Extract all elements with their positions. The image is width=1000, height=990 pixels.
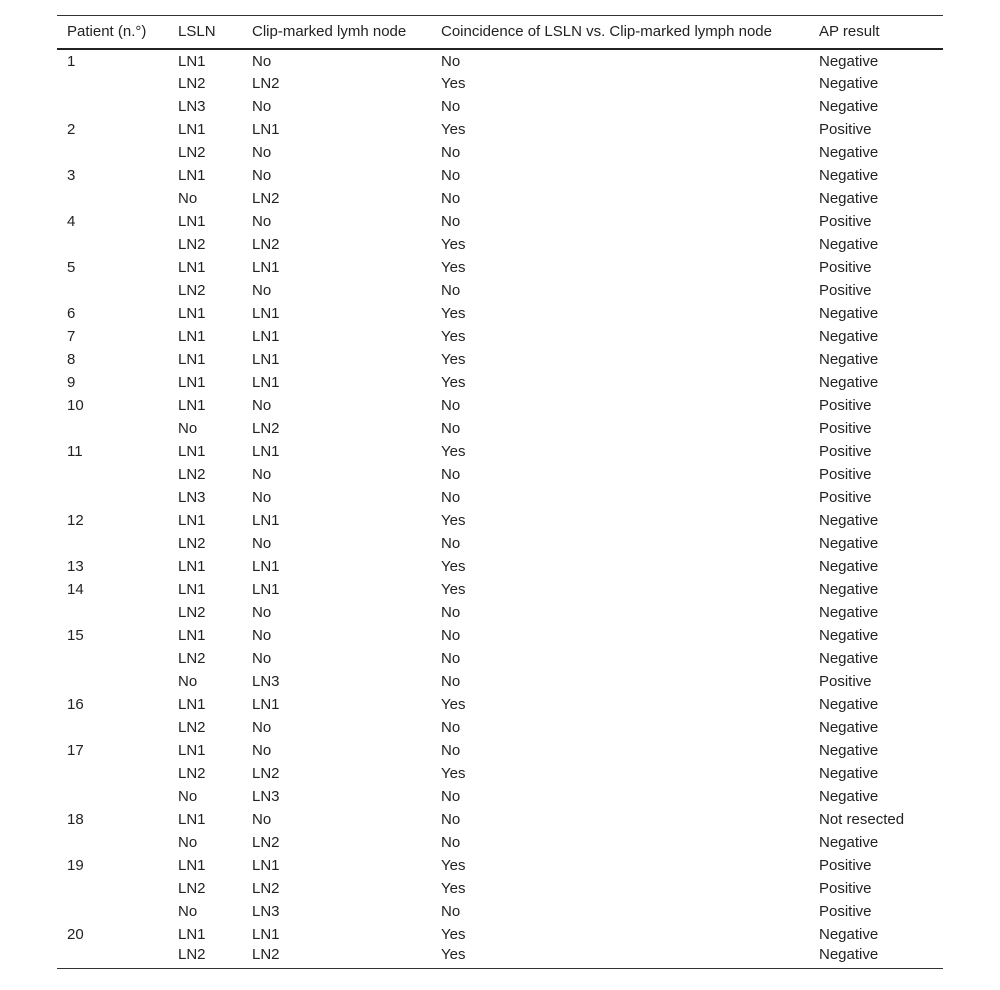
cell-lsln: No xyxy=(178,672,198,690)
cell-patient: 14 xyxy=(67,580,84,598)
table-row xyxy=(57,923,943,946)
cell-patient xyxy=(57,647,168,670)
cell-ap-result: Negative xyxy=(819,787,879,805)
cell-lsln: LN1 xyxy=(178,327,206,345)
cell-patient: 8 xyxy=(67,350,76,368)
table-row xyxy=(57,647,943,670)
table-row xyxy=(57,509,943,532)
cell-lsln: LN2 xyxy=(178,281,206,299)
cell-patient xyxy=(57,463,168,486)
table-row xyxy=(57,831,943,854)
cell-ap-result: Positive xyxy=(819,465,872,483)
table-row xyxy=(57,302,943,325)
table-row xyxy=(57,210,943,233)
cell-coincidence: No xyxy=(441,189,461,207)
data-table-container xyxy=(57,15,943,969)
cell-coincidence: No xyxy=(441,902,461,920)
cell-coincidence: Yes xyxy=(441,580,466,598)
cell-ap-result: Positive xyxy=(819,442,872,460)
cell-patient xyxy=(57,141,168,164)
cell-ap-result: Negative xyxy=(819,143,879,161)
cell-ap-result: Negative xyxy=(819,557,879,575)
cell-coincidence: No xyxy=(441,810,461,828)
cell-patient: 6 xyxy=(67,304,76,322)
table-row xyxy=(57,440,943,463)
cell-patient xyxy=(57,417,168,440)
cell-ap-result: Positive xyxy=(819,281,872,299)
cell-coincidence: No xyxy=(441,603,461,621)
table-row xyxy=(57,785,943,808)
cell-coincidence: Yes xyxy=(441,304,466,322)
cell-clip-marked-node: No xyxy=(252,488,272,506)
cell-clip-marked-node: LN1 xyxy=(252,557,280,575)
cell-lsln: LN2 xyxy=(178,603,206,621)
cell-coincidence: No xyxy=(441,488,461,506)
cell-ap-result: Positive xyxy=(819,902,872,920)
cell-clip-marked-node: LN1 xyxy=(252,856,280,874)
cell-ap-result: Negative xyxy=(819,764,879,782)
cell-clip-marked-node: LN1 xyxy=(252,511,280,529)
cell-patient: 13 xyxy=(67,557,84,575)
cell-patient xyxy=(57,601,168,624)
cell-clip-marked-node: No xyxy=(252,396,272,414)
cell-clip-marked-node: No xyxy=(252,166,272,184)
cell-ap-result: Positive xyxy=(819,488,872,506)
cell-ap-result: Negative xyxy=(819,718,879,736)
cell-coincidence: No xyxy=(441,97,461,115)
cell-coincidence: No xyxy=(441,143,461,161)
table-row xyxy=(57,279,943,302)
table-row xyxy=(57,233,943,256)
cell-ap-result: Negative xyxy=(819,327,879,345)
cell-patient xyxy=(57,486,168,509)
cell-lsln: LN3 xyxy=(178,488,206,506)
cell-coincidence: No xyxy=(441,787,461,805)
cell-coincidence: No xyxy=(441,281,461,299)
cell-lsln: No xyxy=(178,189,198,207)
cell-coincidence: No xyxy=(441,212,461,230)
cell-coincidence: Yes xyxy=(441,695,466,713)
cell-patient: 1 xyxy=(67,53,76,70)
cell-coincidence: Yes xyxy=(441,879,466,897)
table-row xyxy=(57,463,943,486)
cell-clip-marked-node: LN3 xyxy=(252,902,280,920)
cell-clip-marked-node: LN1 xyxy=(252,327,280,345)
cell-lsln: LN1 xyxy=(178,695,206,713)
cell-lsln: LN1 xyxy=(178,626,206,644)
cell-lsln: LN1 xyxy=(178,373,206,391)
cell-patient: 17 xyxy=(67,741,84,759)
cell-lsln: LN2 xyxy=(178,649,206,667)
cell-lsln: LN2 xyxy=(178,143,206,161)
cell-patient xyxy=(57,900,168,923)
table-row xyxy=(57,141,943,164)
cell-lsln: LN1 xyxy=(178,511,206,529)
cell-clip-marked-node: LN1 xyxy=(252,350,280,368)
cell-lsln: LN1 xyxy=(178,856,206,874)
cell-coincidence: No xyxy=(441,534,461,552)
header-lsln: LSLN xyxy=(168,16,242,49)
cell-coincidence: No xyxy=(441,672,461,690)
table-row xyxy=(57,877,943,900)
cell-ap-result: Negative xyxy=(819,166,879,184)
cell-ap-result: Negative xyxy=(819,304,879,322)
cell-patient: 19 xyxy=(67,856,84,874)
cell-patient xyxy=(57,762,168,785)
cell-lsln: LN2 xyxy=(178,235,206,253)
cell-ap-result: Negative xyxy=(819,235,879,253)
cell-ap-result: Negative xyxy=(819,511,879,529)
cell-lsln: LN2 xyxy=(178,74,206,92)
cell-ap-result: Positive xyxy=(819,419,872,437)
header-ap-result: AP result xyxy=(809,16,943,49)
cell-ap-result: Negative xyxy=(819,373,879,391)
cell-ap-result: Negative xyxy=(819,649,879,667)
cell-coincidence: No xyxy=(441,419,461,437)
cell-coincidence: No xyxy=(441,53,461,70)
table-row xyxy=(57,256,943,279)
cell-clip-marked-node: LN1 xyxy=(252,120,280,138)
header-patient: Patient (n.°) xyxy=(57,16,168,49)
cell-patient: 20 xyxy=(67,925,84,943)
table-row xyxy=(57,670,943,693)
table-row xyxy=(57,854,943,877)
cell-clip-marked-node: No xyxy=(252,465,272,483)
cell-ap-result: Negative xyxy=(809,946,943,969)
cell-patient xyxy=(57,877,168,900)
cell-coincidence: Yes xyxy=(441,442,466,460)
cell-patient: 5 xyxy=(67,258,76,276)
cell-lsln: LN1 xyxy=(178,580,206,598)
cell-clip-marked-node: LN1 xyxy=(252,258,280,276)
cell-clip-marked-node: LN1 xyxy=(252,304,280,322)
cell-coincidence: Yes xyxy=(441,764,466,782)
cell-coincidence: Yes xyxy=(441,925,466,943)
cell-clip-marked-node: LN2 xyxy=(252,189,280,207)
cell-clip-marked-node: LN2 xyxy=(242,946,431,969)
cell-patient xyxy=(57,95,168,118)
cell-clip-marked-node: LN1 xyxy=(252,442,280,460)
table-body xyxy=(57,49,943,969)
cell-coincidence: Yes xyxy=(441,511,466,529)
cell-patient xyxy=(57,187,168,210)
cell-clip-marked-node: LN1 xyxy=(252,695,280,713)
cell-coincidence: No xyxy=(441,649,461,667)
cell-clip-marked-node: LN2 xyxy=(252,764,280,782)
cell-clip-marked-node: No xyxy=(252,53,272,70)
cell-lsln: LN1 xyxy=(178,258,206,276)
cell-clip-marked-node: No xyxy=(252,649,272,667)
cell-clip-marked-node: No xyxy=(252,603,272,621)
cell-patient xyxy=(57,233,168,256)
cell-ap-result: Negative xyxy=(819,350,879,368)
cell-coincidence: Yes xyxy=(441,373,466,391)
cell-coincidence: Yes xyxy=(441,74,466,92)
cell-lsln: LN1 xyxy=(178,557,206,575)
cell-ap-result: Positive xyxy=(819,879,872,897)
cell-coincidence: No xyxy=(441,396,461,414)
cell-clip-marked-node: No xyxy=(252,718,272,736)
cell-patient: 15 xyxy=(67,626,84,644)
cell-ap-result: Negative xyxy=(819,603,879,621)
cell-patient: 7 xyxy=(67,327,76,345)
table-row xyxy=(57,532,943,555)
table-row xyxy=(57,348,943,371)
cell-lsln: LN2 xyxy=(178,764,206,782)
cell-coincidence: No xyxy=(441,833,461,851)
cell-ap-result: Not resected xyxy=(819,810,905,828)
cell-patient xyxy=(57,716,168,739)
cell-coincidence: Yes xyxy=(441,258,466,276)
cell-ap-result: Negative xyxy=(819,97,879,115)
cell-clip-marked-node: No xyxy=(252,810,272,828)
table-row xyxy=(57,946,943,969)
cell-coincidence: Yes xyxy=(441,350,466,368)
cell-patient: 11 xyxy=(67,442,83,460)
cell-lsln: No xyxy=(178,902,198,920)
cell-coincidence: No xyxy=(441,166,461,184)
table-row xyxy=(57,739,943,762)
cell-clip-marked-node: No xyxy=(252,534,272,552)
table-row xyxy=(57,693,943,716)
cell-lsln: LN3 xyxy=(178,97,206,115)
cell-ap-result: Positive xyxy=(819,396,872,414)
table-row xyxy=(57,808,943,831)
table-row xyxy=(57,371,943,394)
cell-clip-marked-node: LN1 xyxy=(252,373,280,391)
cell-coincidence: No xyxy=(441,465,461,483)
cell-lsln: LN2 xyxy=(178,879,206,897)
cell-clip-marked-node: No xyxy=(252,626,272,644)
table-row xyxy=(57,716,943,739)
cell-ap-result: Negative xyxy=(819,695,879,713)
cell-lsln: LN1 xyxy=(178,120,206,138)
cell-ap-result: Negative xyxy=(819,53,879,70)
cell-lsln: LN1 xyxy=(178,166,206,184)
cell-patient: 9 xyxy=(67,373,76,391)
cell-clip-marked-node: LN2 xyxy=(252,833,280,851)
cell-patient: 18 xyxy=(67,810,84,828)
cell-patient: 2 xyxy=(67,120,76,138)
cell-patient xyxy=(57,946,168,969)
cell-patient: 12 xyxy=(67,511,84,529)
cell-patient: 4 xyxy=(67,212,76,230)
cell-clip-marked-node: LN2 xyxy=(252,419,280,437)
cell-coincidence: Yes xyxy=(441,120,466,138)
cell-clip-marked-node: LN3 xyxy=(252,672,280,690)
cell-clip-marked-node: No xyxy=(252,212,272,230)
cell-coincidence: Yes xyxy=(441,327,466,345)
table-row xyxy=(57,164,943,187)
cell-ap-result: Negative xyxy=(819,925,879,943)
cell-lsln: LN2 xyxy=(178,465,206,483)
table-row xyxy=(57,49,943,72)
table-row xyxy=(57,187,943,210)
cell-ap-result: Negative xyxy=(819,833,879,851)
cell-clip-marked-node: LN3 xyxy=(252,787,280,805)
cell-lsln: LN1 xyxy=(178,396,206,414)
cell-ap-result: Positive xyxy=(819,120,872,138)
cell-patient xyxy=(57,831,168,854)
cell-coincidence: No xyxy=(441,718,461,736)
cell-lsln: LN1 xyxy=(178,810,206,828)
cell-lsln: LN1 xyxy=(178,442,206,460)
table-row xyxy=(57,118,943,141)
cell-lsln: LN1 xyxy=(178,741,206,759)
cell-coincidence: Yes xyxy=(431,946,809,969)
table-row xyxy=(57,486,943,509)
cell-ap-result: Negative xyxy=(819,74,879,92)
table-row xyxy=(57,325,943,348)
table-row xyxy=(57,762,943,785)
cell-ap-result: Positive xyxy=(819,672,872,690)
lymph-node-table xyxy=(57,15,943,969)
cell-lsln: LN1 xyxy=(178,925,206,943)
cell-lsln: LN2 xyxy=(168,946,242,969)
cell-clip-marked-node: LN1 xyxy=(252,925,280,943)
cell-lsln: No xyxy=(178,833,198,851)
cell-clip-marked-node: LN2 xyxy=(252,879,280,897)
cell-lsln: LN1 xyxy=(178,53,206,70)
table-row xyxy=(57,72,943,95)
table-header-row xyxy=(57,16,943,49)
cell-patient xyxy=(57,279,168,302)
table-row xyxy=(57,601,943,624)
cell-coincidence: No xyxy=(441,626,461,644)
cell-clip-marked-node: LN1 xyxy=(252,580,280,598)
cell-coincidence: No xyxy=(441,741,461,759)
cell-coincidence: Yes xyxy=(441,235,466,253)
cell-ap-result: Negative xyxy=(819,580,879,598)
cell-lsln: LN1 xyxy=(178,350,206,368)
cell-patient: 3 xyxy=(67,166,76,184)
cell-patient xyxy=(57,72,168,95)
cell-patient: 16 xyxy=(67,695,84,713)
cell-ap-result: Positive xyxy=(819,258,872,276)
cell-clip-marked-node: LN2 xyxy=(252,74,280,92)
cell-clip-marked-node: LN2 xyxy=(252,235,280,253)
cell-clip-marked-node: No xyxy=(252,97,272,115)
cell-coincidence: Yes xyxy=(441,557,466,575)
cell-lsln: LN2 xyxy=(178,534,206,552)
table-row xyxy=(57,900,943,923)
cell-ap-result: Negative xyxy=(819,189,879,207)
cell-clip-marked-node: No xyxy=(252,281,272,299)
cell-ap-result: Negative xyxy=(819,741,879,759)
header-clip-marked-node: Clip-marked lymh node xyxy=(242,16,431,49)
header-coincidence: Coincidence of LSLN vs. Clip-marked lymph node xyxy=(431,16,809,49)
table-row xyxy=(57,624,943,647)
table-row xyxy=(57,417,943,440)
cell-patient: 10 xyxy=(67,396,84,414)
cell-ap-result: Negative xyxy=(819,626,879,644)
table-row xyxy=(57,394,943,417)
cell-ap-result: Positive xyxy=(819,856,872,874)
cell-ap-result: Negative xyxy=(819,534,879,552)
cell-coincidence: Yes xyxy=(441,856,466,874)
cell-clip-marked-node: No xyxy=(252,143,272,161)
cell-clip-marked-node: No xyxy=(252,741,272,759)
cell-patient xyxy=(57,532,168,555)
cell-ap-result: Positive xyxy=(819,212,872,230)
cell-patient xyxy=(57,670,168,693)
table-row xyxy=(57,95,943,118)
cell-lsln: LN1 xyxy=(178,212,206,230)
cell-lsln: LN2 xyxy=(178,718,206,736)
cell-lsln: No xyxy=(178,419,198,437)
cell-lsln: No xyxy=(178,787,198,805)
table-row xyxy=(57,578,943,601)
cell-patient xyxy=(57,785,168,808)
table-row xyxy=(57,555,943,578)
cell-lsln: LN1 xyxy=(178,304,206,322)
